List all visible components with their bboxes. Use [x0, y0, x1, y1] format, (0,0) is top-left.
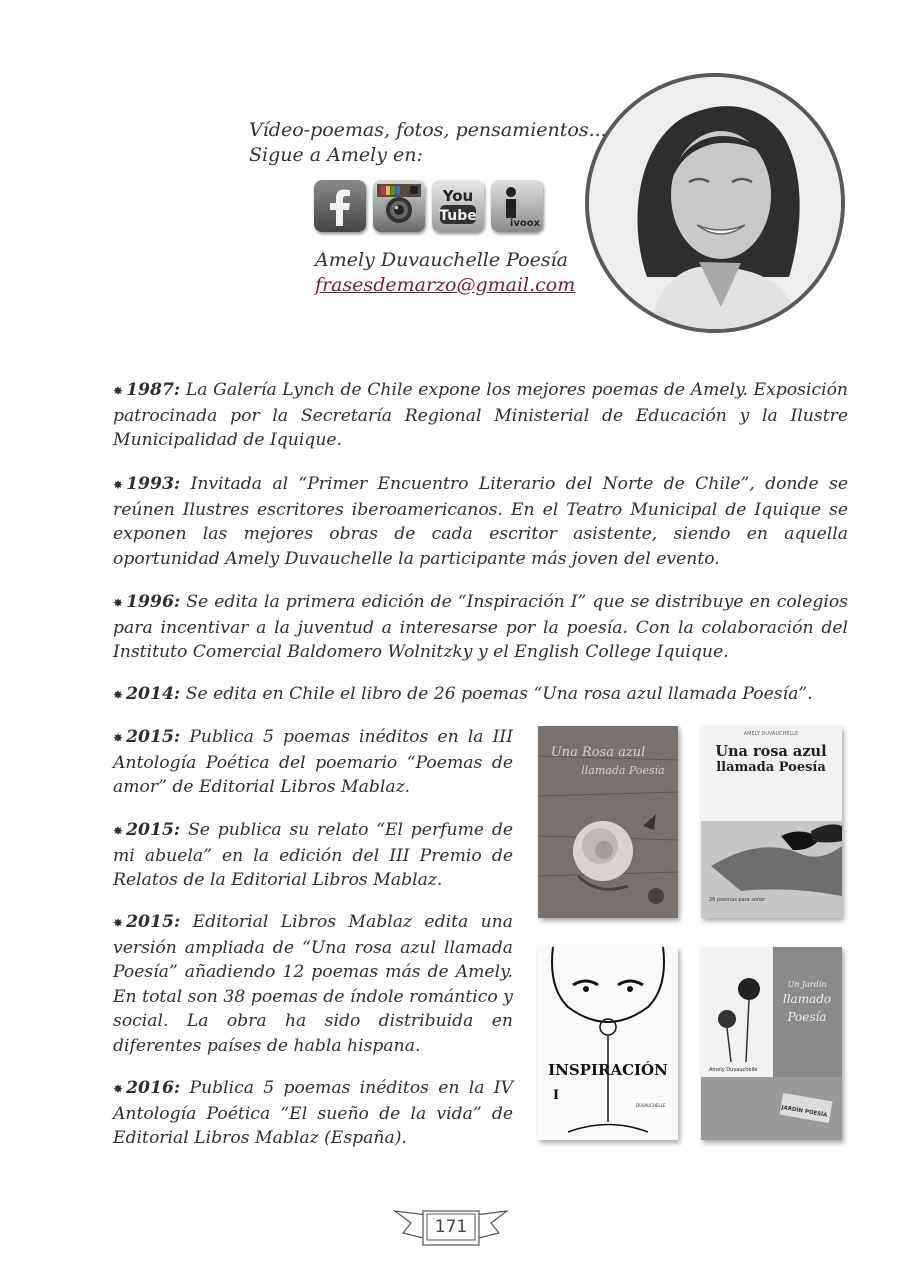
author-portrait [585, 73, 845, 333]
entry-2015-relato: ✸ 2015: Se publica su relato “El perfume de mi abuela” en la edición del III Premio de Relatos de la Editorial Libros Mablaz. [113, 820, 513, 890]
cover1-title-b: llamada Poesía [581, 764, 665, 777]
cover2-subtitle: 26 poemas para soñar [709, 897, 766, 903]
cover4-title-a: Un Jardín [787, 980, 827, 989]
star-bullet-icon: ✸ [113, 824, 124, 838]
email-link[interactable]: frasesdemarzo@gmail.com [315, 274, 576, 296]
cover3-author: DUVAUCHELLE [636, 1103, 666, 1108]
intro-text [249, 118, 607, 168]
star-bullet-icon: ✸ [113, 916, 124, 930]
book-cover-inspiracion [538, 947, 678, 1140]
cover3-number: I [553, 1088, 560, 1103]
cover2-title-b: llamada Poesía [716, 760, 826, 775]
entry-2015-antologia: ✸ 2015: Publica 5 poemas inéditos en la III Antología Poética del poemario “Poemas de amor” de Editorial Libros Mablaz. [113, 727, 513, 797]
book-cover-una-rosa-azul [701, 726, 842, 918]
instagram-icon[interactable] [373, 180, 425, 232]
page-number: 171 [434, 1217, 468, 1237]
intro-line-2: Sigue a Amely en: [249, 144, 423, 166]
entry-1987: ✸ 1987: La Galería Lynch de Chile expone los mejores poemas de Amely. Exposición patrocinada por la Secretaría Regional Ministerial de Educación y la Ilustre Municipalidad de Iquique. [113, 380, 848, 450]
entry-2015-edicion: ✸ 2015: Editorial Libros Mablaz edita una versión ampliada de “Una rosa azul llamada Poesía” añadiendo 12 poemas más de Amely. En total son 38 poemas de índole romántico y social. La obra ha sido distribuida en diferentes países de habla hispana. [113, 912, 513, 1056]
intro-line-1: Vídeo-poemas, fotos, pensamientos... [249, 119, 607, 141]
youtube-you-text: You [442, 187, 474, 205]
star-bullet-icon: ✸ [113, 596, 124, 610]
cover2-title-a: Una rosa azul [715, 743, 827, 760]
author-name: Amely Duvauchelle Poesía [315, 249, 569, 271]
star-bullet-icon: ✸ [113, 731, 124, 745]
cover4-title-b: llamado [782, 992, 832, 1006]
star-bullet-icon: ✸ [113, 478, 124, 492]
cover3-title: INSPIRACIÓN [548, 1061, 668, 1079]
youtube-tube-text: Tube [439, 208, 477, 224]
star-bullet-icon: ✸ [113, 1082, 124, 1096]
facebook-icon[interactable] [314, 180, 366, 232]
book-cover-una-rosa-azul-vintage [538, 726, 678, 918]
entry-2016: ✸ 2016: Publica 5 poemas inéditos en la IV Antología Poética “El sueño de la vida” de Editorial Libros Mablaz (España). [113, 1078, 513, 1148]
entry-2014: ✸ 2014: Se edita en Chile el libro de 26 poemas “Una rosa azul llamada Poesía”. [113, 684, 813, 704]
ivoox-label: ivoox [509, 218, 541, 229]
star-bullet-icon: ✸ [113, 384, 124, 398]
youtube-icon[interactable] [432, 180, 484, 232]
cover4-title-c: Poesía [787, 1010, 827, 1024]
star-bullet-icon: ✸ [113, 688, 124, 702]
page-number-ribbon [393, 1203, 509, 1249]
entry-1993: ✸ 1993: Invitada al “Primer Encuentro Literario del Norte de Chile”, donde se reúnen Ilustres escritores iberoamericanos. En el Teatro Municipal de Iquique se exponen las mejores obras de cada escritor asistente, siendo en aquella oportunidad Amely Duvauchelle la participante más joven del evento. [113, 474, 848, 569]
author-contact [315, 248, 575, 298]
cover1-title-a: Una Rosa azul [550, 745, 646, 760]
ivoox-icon[interactable] [491, 180, 543, 232]
cover4-sign: JARDÍN POESÍA [780, 1104, 828, 1119]
book-cover-un-jardin-llamado-poesia [701, 947, 842, 1140]
cover4-author: Amely Duvauchelle [709, 1067, 758, 1073]
social-icons [314, 180, 543, 232]
cover2-author: AMELY DUVAUCHELLE [743, 731, 799, 737]
entry-1996: ✸ 1996: Se edita la primera edición de “Inspiración I” que se distribuye en colegios para incentivar a la juventud a interesarse por la poesía. Con la colaboración del Instituto Comercial Baldomero Wolnitzky y el English College Iquique. [113, 592, 848, 662]
